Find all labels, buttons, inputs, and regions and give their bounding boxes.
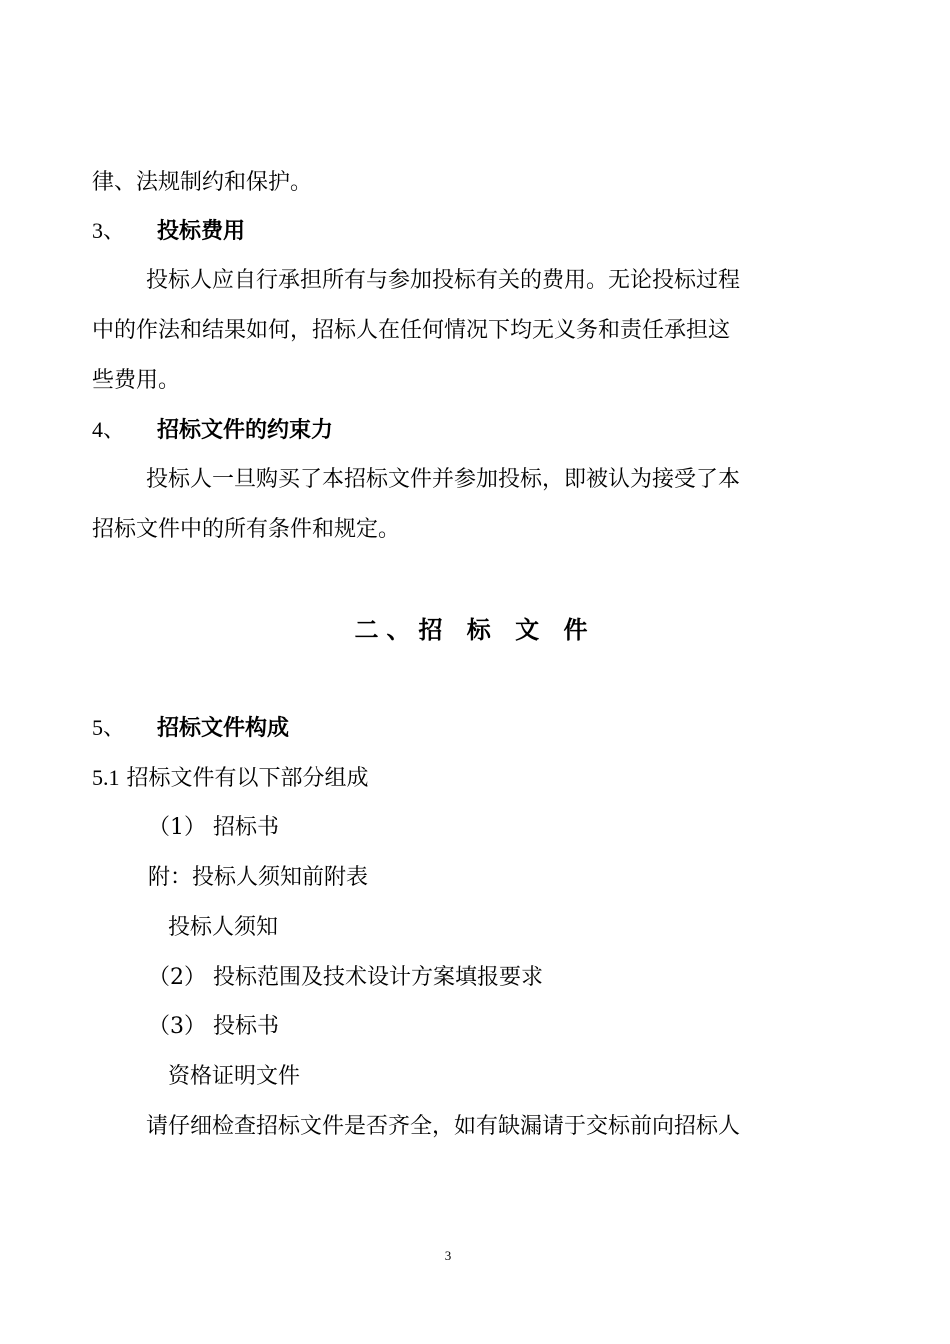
list-item-appendix: 附：投标人须知前附表: [148, 865, 369, 890]
continuation-text: 律、法规制约和保护。: [92, 170, 313, 195]
section-4-para-line-2: 招标文件中的所有条件和规定。: [92, 517, 401, 542]
list-item-2: （2） 投标范围及技术设计方案填报要求: [148, 965, 543, 990]
list-item-1: （1） 招标书: [148, 815, 279, 840]
section-5-title: 招标文件构成: [157, 716, 290, 741]
list-item-qualification: 资格证明文件: [168, 1064, 301, 1089]
section-5-number: 5、: [92, 715, 126, 740]
section-4-title: 招标文件的约束力: [157, 418, 334, 443]
closing-line: 请仔细检查招标文件是否齐全，如有缺漏请于交标前向招标人: [146, 1114, 741, 1139]
subsection-5-1-text: 招标文件有以下部分组成: [126, 766, 369, 791]
subsection-5-1: [92, 763, 369, 794]
section-3-number: 3、: [92, 218, 126, 243]
list-item-3: （3） 投标书: [148, 1014, 279, 1039]
chapter-title: 二、招 标 文 件: [354, 616, 596, 644]
section-3-para-line-2: 中的作法和结果如何，招标人在任何情况下均无义务和责任承担这: [92, 318, 731, 343]
subsection-5-1-number: 5.1: [92, 765, 120, 790]
section-4-heading: [92, 415, 333, 446]
section-3-para-line-1: 投标人应自行承担所有与参加投标有关的费用。无论投标过程: [146, 268, 741, 293]
section-3-para-line-3: 些费用。: [92, 368, 181, 393]
section-3-heading: [92, 216, 245, 247]
page-number: 3: [444, 1248, 452, 1263]
section-3-title: 投标费用: [157, 219, 246, 244]
section-4-para-line-1: 投标人一旦购买了本招标文件并参加投标，即被认为接受了本: [146, 467, 741, 492]
list-item-instructions: 投标人须知: [168, 915, 279, 940]
section-5-heading: [92, 713, 289, 744]
section-4-number: 4、: [92, 417, 126, 442]
